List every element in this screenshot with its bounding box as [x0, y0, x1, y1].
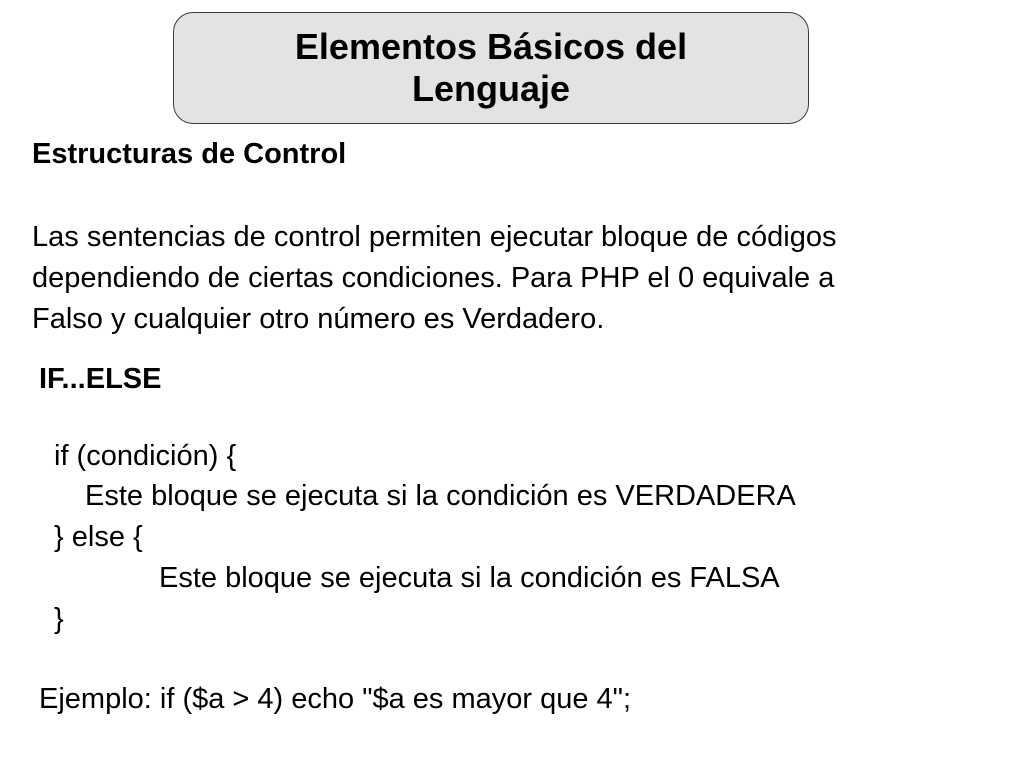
code-line-1: if (condición) { [54, 440, 237, 472]
example-line: Ejemplo: if ($a > 4) echo "$a es mayor que 4"; [39, 683, 632, 715]
section-heading: Estructuras de Control [32, 138, 347, 170]
slide-title: Elementos Básicos del Lenguaje [294, 26, 688, 109]
title-box [173, 12, 809, 124]
code-line-4: Este bloque se ejecuta si la condición es FALSA [159, 562, 780, 594]
code-line-2: Este bloque se ejecuta si la condición es VERDADERA [85, 480, 796, 512]
paragraph-line-1: Las sentencias de control permiten ejecutar bloque de códigos [32, 221, 837, 253]
subheading-if-else: IF...ELSE [39, 363, 162, 395]
paragraph-line-3: Falso y cualquier otro número es Verdadero. [32, 303, 605, 335]
paragraph-line-2: dependiendo de ciertas condiciones. Para PHP el 0 equivale a [32, 262, 835, 294]
code-line-3: } else { [54, 521, 143, 553]
code-line-5: } [54, 603, 64, 635]
